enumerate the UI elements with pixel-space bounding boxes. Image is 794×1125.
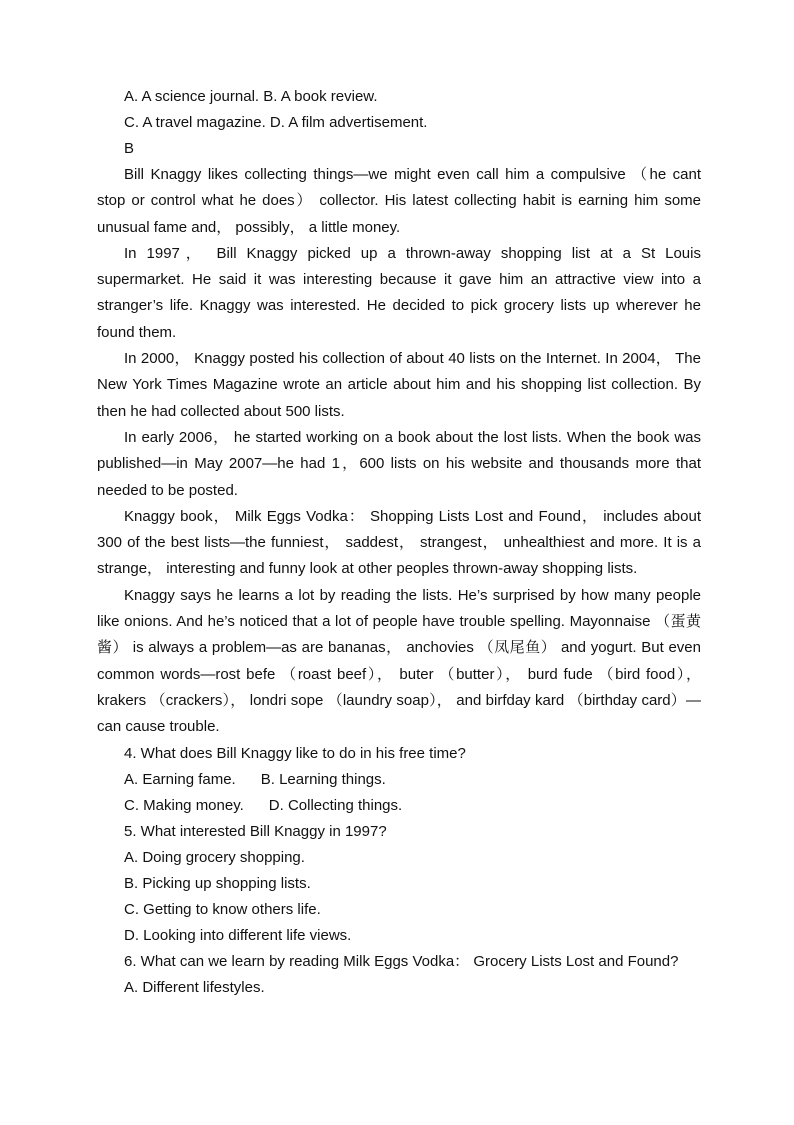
question-stem: 4. What does Bill Knaggy like to do in his free time? xyxy=(124,744,466,762)
passage-paragraph: In 2000， Knaggy posted his collection of about 40 lists on the Internet. In 2004， The New York Times Magazine wrote an article about him and his shopping list collection. By then he had collected about 500 lists. xyxy=(97,350,701,420)
passage-paragraph: In 1997， Bill Knaggy picked up a thrown-away shopping list at a St Louis supermarket. He said it was interesting because it gave him an attractive view into a stranger’s life. Knaggy was interested. He decided to pick grocery lists up wherever he found them. xyxy=(97,244,701,341)
answer-option: C. Getting to know others life. xyxy=(124,900,321,918)
answer-option: A. Doing grocery shopping. xyxy=(124,848,305,866)
previous-option-line: C. A travel magazine. D. A film advertisement. xyxy=(124,114,428,131)
answer-option: A. Different lifestyles. xyxy=(124,978,265,996)
passage-paragraph: Knaggy says he learns a lot by reading the lists. He’s surprised by how many people like onions. And he’s noticed that a lot of people have trouble spelling. Mayonnaise （蛋黄酱） is always a problem—as are bananas， anchovies （凤尾鱼） and yogurt. But even common words—rost befe （roast beef）， buter （butter）， burd fude （bird food）， krakers （crackers）， londri sope （laundry soap）， and birfday kard （birthday card）—can cause trouble. xyxy=(97,586,701,736)
answer-options: A. Earning fame. B. Learning things. xyxy=(124,770,386,788)
passage-paragraph: Knaggy book， Milk Eggs Vodka： Shopping Lists Lost and Found， includes about 300 of the best lists—the funniest， saddest， strangest， unhealthiest and more. It is a strange， interesting and funny look at other peoples thrown-away shopping lists. xyxy=(97,507,701,578)
question-stem: 6. What can we learn by reading Milk Eggs Vodka： Grocery Lists Lost and Found? xyxy=(124,952,679,970)
passage-paragraph: In early 2006， he started working on a book about the lost lists. When the book was published—in May 2007—he had 1，600 lists on his website and thousands more that needed to be posted. xyxy=(97,428,701,499)
passage-paragraph: Bill Knaggy likes collecting things—we might even call him a compulsive （he cant stop or control what he does） collector. His latest collecting habit is earning him some unusual fame and， possibly， a little money. xyxy=(97,166,701,236)
answer-option: D. Looking into different life views. xyxy=(124,926,352,944)
answer-options: C. Making money. D. Collecting things. xyxy=(124,796,403,814)
document-content xyxy=(97,84,701,1001)
question-stem: 5. What interested Bill Knaggy in 1997? xyxy=(124,822,387,840)
answer-option: B. Picking up shopping lists. xyxy=(124,874,311,892)
section-label: B xyxy=(124,140,135,157)
previous-option-line: A. A science journal. B. A book review. xyxy=(124,88,378,105)
